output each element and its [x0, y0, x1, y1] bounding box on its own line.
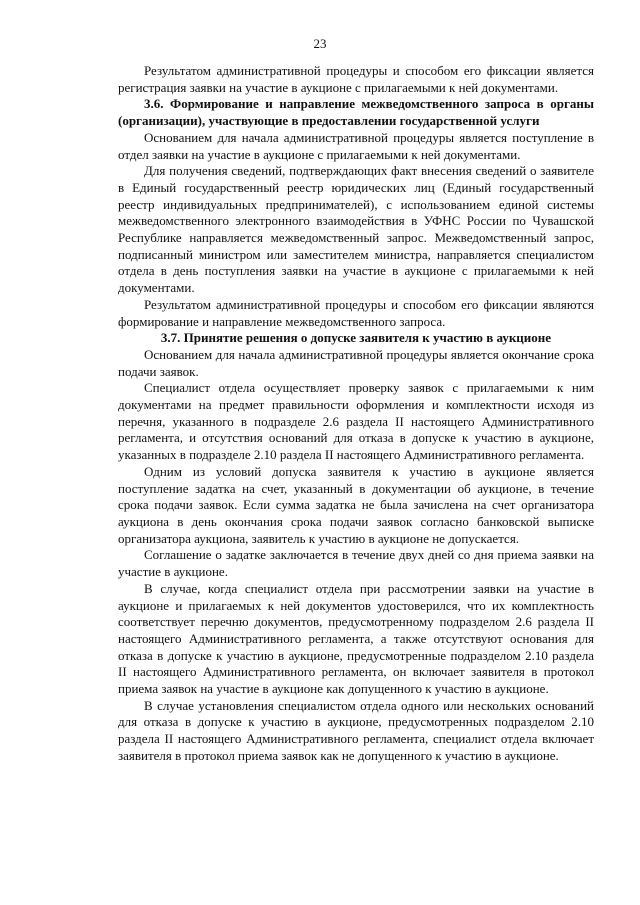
document-body [118, 63, 594, 765]
paragraph: В случае, когда специалист отдела при рассмотрении заявки на участие в аукционе и прилагаемых к ней документов удостоверился, что их комплектность соответствует перечню документов, предусмотренному подразделом 2.6 раздела II настоящего Административного регламента, а также отсутствуют основания для отказа в допуске к участию в аукционе, предусмотренные подразделом 2.10 раздела II настоящего Административного регламента, он включает заявителя в протокол приема заявок на участие в аукционе как допущенного к участию в аукционе. [118, 580, 594, 697]
paragraph: Основанием для начала административной процедуры является поступление в отдел заявки на участие в аукционе с прилагаемыми к ней документами. [118, 129, 594, 162]
paragraph: Основанием для начала административной процедуры является окончание срока подачи заявок. [118, 346, 594, 379]
section-heading-3-6: 3.6. Формирование и направление межведомственного запроса в органы (организации), участвующие в предоставлении государственной услуги [118, 96, 594, 129]
paragraph: В случае установления специалистом отдела одного или нескольких оснований для отказа в допуске к участию в аукционе, предусмотренных подразделом 2.10 раздела II настоящего Административного регламента, специалист отдела включает заявителя в протокол приема заявок как не допущенного к участию в аукционе. [118, 697, 594, 763]
paragraph: Одним из условий допуска заявителя к участию в аукционе является поступление задатка на счет, указанный в документации об аукционе, в течение срока подачи заявок. Если сумма задатка не была зачислена на счет организатора аукциона в день окончания срока подачи заявок согласно банковской выписке организатора аукциона, заявитель к участию в аукционе не допускается. [118, 463, 594, 546]
page-number: 23 [313, 36, 327, 51]
paragraph: Специалист отдела осуществляет проверку заявок с прилагаемыми к ним документами на предмет правильности оформления и комплектности исходя из перечня, указанного в подразделе 2.6 раздела II настоящего Административного регламента, и отсутствия оснований для отказа в допуске к участию в аукционе, указанных в подразделе 2.10 раздела II настоящего Административного регламента. [118, 380, 594, 463]
paragraph: Для получения сведений, подтверждающих факт внесения сведений о заявителе в Единый государственный реестр юридических лиц (Единый государственный реестр индивидуальных предпринимателей), с использованием единой системы межведомственного электронного взаимодействия в УФНС России по Чувашской Республике направляется межведомственный запрос. Межведомственный запрос, подписанный министром или заместителем министра, направляется специалистом отдела в день поступления заявки на участие в аукционе с прилагаемыми к ней документами. [118, 163, 594, 296]
paragraph: Соглашение о задатке заключается в течение двух дней со дня приема заявки на участие в аукционе. [118, 547, 594, 580]
section-heading-3-7: 3.7. Принятие решения о допуске заявителя к участию в аукционе [160, 330, 552, 346]
paragraph: Результатом административной процедуры и способом его фиксации является регистрация заявки на участие в аукционе с прилагаемыми к ней документами. [118, 63, 594, 95]
paragraph: Результатом административной процедуры и способом его фиксации являются формирование и направление межведомственного запроса. [118, 296, 594, 329]
